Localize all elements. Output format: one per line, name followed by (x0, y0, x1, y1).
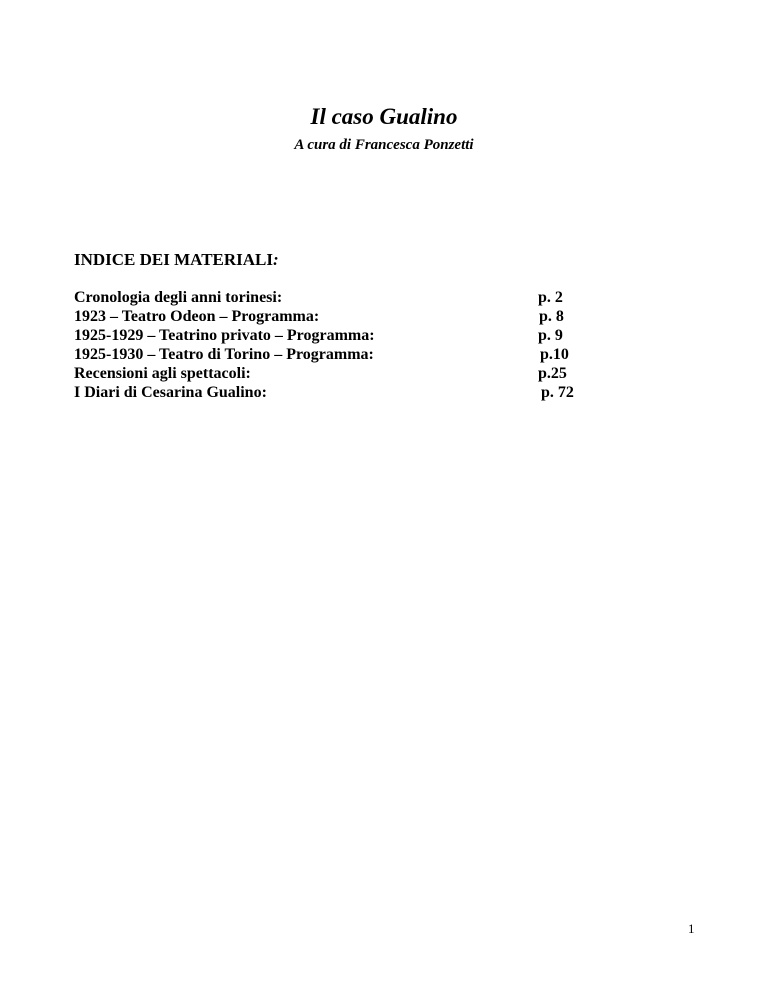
page-number: 1 (688, 921, 695, 936)
index-entry-label: 1925-1930 – Teatro di Torino – Programma: (74, 346, 374, 363)
index-heading (74, 250, 279, 270)
index-entry-page: p. 2 (538, 289, 563, 306)
index-entry (74, 364, 634, 383)
index-list (74, 288, 634, 402)
index-entry (74, 326, 634, 345)
index-entry (74, 345, 634, 364)
index-entry-label: 1923 – Teatro Odeon – Programma: (74, 308, 320, 325)
index-entry (74, 307, 634, 326)
index-heading-colon: : (273, 250, 279, 269)
index-entry-label: 1925-1929 – Teatrino privato – Programma: (74, 327, 375, 344)
index-entry-label: I Diari di Cesarina Gualino: (74, 384, 267, 401)
index-entry-page: p.25 (538, 365, 567, 382)
index-entry-page: p. 8 (539, 308, 564, 325)
index-heading-text: INDICE DEI MATERIALI (74, 250, 273, 269)
index-entry-page: p. 9 (538, 327, 563, 344)
index-entry-label: Recensioni agli spettacoli: (74, 365, 251, 382)
index-entry-label: Cronologia degli anni torinesi: (74, 289, 283, 306)
index-entry-page: p. 72 (541, 384, 574, 401)
document-title: Il caso Gualino (310, 104, 458, 129)
document-subtitle: A cura di Francesca Ponzetti (294, 137, 474, 153)
index-entry-page: p.10 (540, 346, 569, 363)
index-entry (74, 383, 634, 402)
index-entry (74, 288, 634, 307)
